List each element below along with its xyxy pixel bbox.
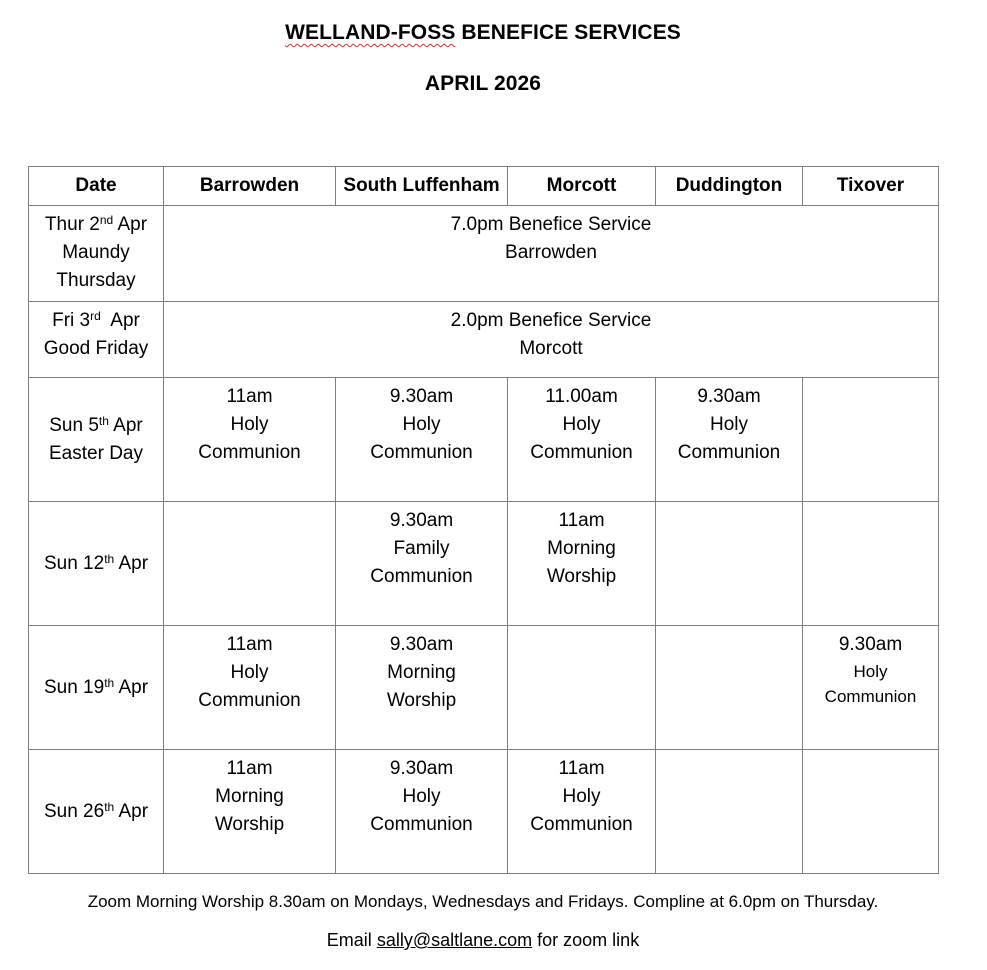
column-header-barrowden: Barrowden — [164, 167, 336, 206]
date-cell: Thur 2nd Apr Maundy Thursday — [29, 206, 164, 302]
service-cell: 9.30am Holy Communion — [336, 750, 508, 874]
table-row — [29, 502, 939, 626]
empty-cell — [656, 750, 803, 874]
email-note: Email sally@saltlane.com for zoom link — [326, 930, 640, 950]
column-header-south-luffenham: South Luffenham — [336, 167, 508, 206]
services-table — [28, 166, 939, 874]
empty-cell — [656, 626, 803, 750]
empty-cell — [656, 502, 803, 626]
service-cell: 11am Holy Communion — [164, 626, 336, 750]
empty-cell — [803, 750, 939, 874]
title-benefice-name: WELLAND-FOSS — [285, 21, 456, 44]
empty-cell — [508, 626, 656, 750]
benefice-service-cell: 7.0pm Benefice Service Barrowden — [164, 206, 939, 302]
column-header-date: Date — [29, 167, 164, 206]
table-row — [29, 750, 939, 874]
service-cell: 9.30am Family Communion — [336, 502, 508, 626]
service-cell: 9.30am Holy Communion — [803, 626, 939, 750]
column-header-duddington: Duddington — [656, 167, 803, 206]
title-rest: BENEFICE SERVICES — [455, 21, 681, 44]
empty-cell — [164, 502, 336, 626]
table-header-row — [29, 167, 939, 206]
service-cell: 9.30am Morning Worship — [336, 626, 508, 750]
service-cell: 9.30am Holy Communion — [656, 378, 803, 502]
date-cell: Sun 5th Apr Easter Day — [29, 378, 164, 502]
date-cell: Sun 26th Apr — [29, 750, 164, 874]
service-cell: 11am Morning Worship — [164, 750, 336, 874]
document-subtitle: APRIL 2026 — [424, 72, 542, 95]
service-cell: 11.00am Holy Communion — [508, 378, 656, 502]
document-title — [0, 21, 966, 45]
empty-cell — [803, 502, 939, 626]
column-header-morcott: Morcott — [508, 167, 656, 206]
service-cell: 11am Morning Worship — [508, 502, 656, 626]
table-row — [29, 206, 939, 302]
table-row — [29, 378, 939, 502]
benefice-service-cell: 2.0pm Benefice Service Morcott — [164, 302, 939, 378]
email-link[interactable]: sally@saltlane.com — [376, 930, 533, 950]
service-cell: 11am Holy Communion — [508, 750, 656, 874]
service-cell: 11am Holy Communion — [164, 378, 336, 502]
date-cell: Sun 12th Apr — [29, 502, 164, 626]
date-cell: Sun 19th Apr — [29, 626, 164, 750]
date-cell: Fri 3rd Apr Good Friday — [29, 302, 164, 378]
empty-cell — [803, 378, 939, 502]
service-cell: 9.30am Holy Communion — [336, 378, 508, 502]
zoom-note: Zoom Morning Worship 8.30am on Mondays, Wednesdays and Fridays. Compline at 6.0pm on Thursday. — [87, 892, 879, 911]
table-row — [29, 626, 939, 750]
table-row — [29, 302, 939, 378]
column-header-tixover: Tixover — [803, 167, 939, 206]
